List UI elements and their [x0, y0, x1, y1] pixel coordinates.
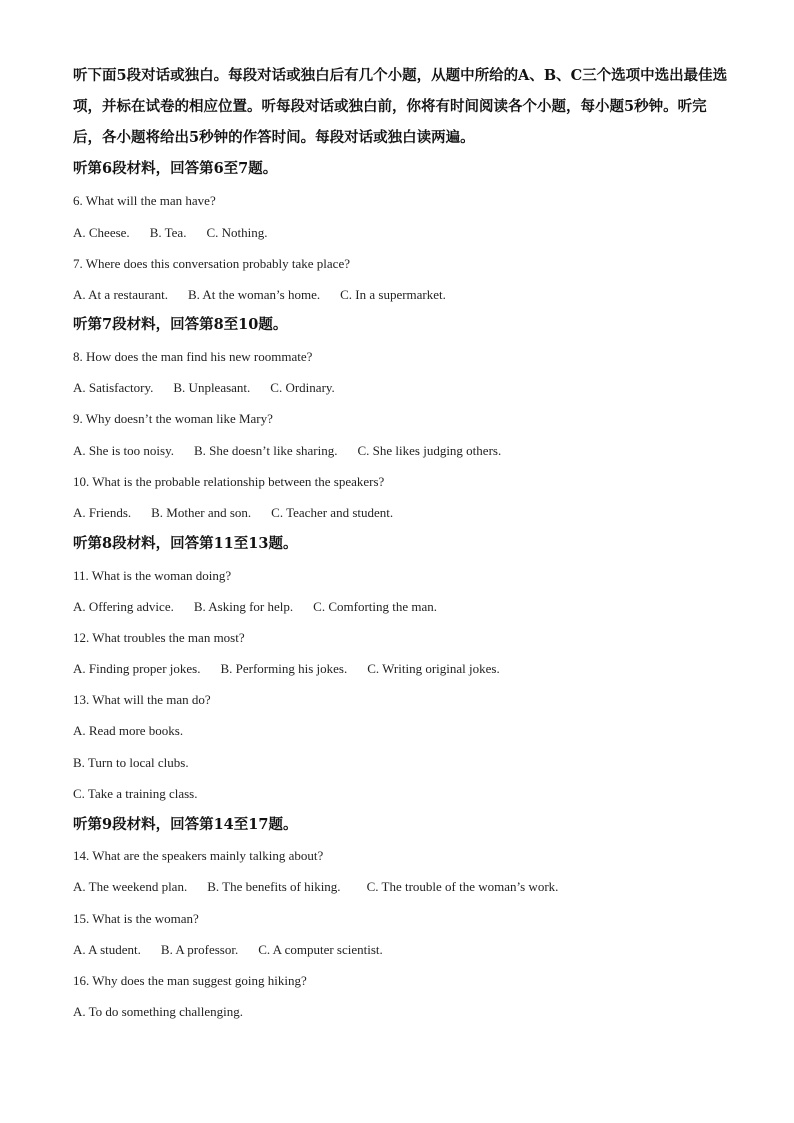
- q15-option-b: B. A professor.: [160, 942, 239, 957]
- section8-heading: 听第8段材料，回答第11至13题。: [73, 535, 298, 552]
- question-14: 14. What are the speakers mainly talking about?: [73, 848, 324, 863]
- q6-option-b: B. Tea.: [149, 225, 187, 240]
- question-11-options: [73, 598, 437, 616]
- question-9: 9. Why doesn’t the woman like Mary?: [73, 411, 273, 426]
- question-13: 13. What will the man do?: [73, 692, 211, 707]
- q14-option-b: B. The benefits of hiking.: [207, 879, 341, 894]
- q15-option-c: C. A computer scientist.: [258, 942, 383, 957]
- q11-option-b: B. Asking for help.: [193, 599, 294, 614]
- q13-option-b: B. Turn to local clubs.: [73, 755, 189, 770]
- question-10-options: [73, 504, 393, 522]
- q10-option-a: A. Friends.: [73, 505, 132, 520]
- q6-option-c: C. Nothing.: [206, 225, 268, 240]
- q8-option-a: A. Satisfactory.: [73, 380, 154, 395]
- section7-heading: 听第7段材料，回答第8至10题。: [73, 316, 288, 333]
- q10-option-b: B. Mother and son.: [151, 505, 252, 520]
- question-16: 16. Why does the man suggest going hiking?: [73, 973, 307, 988]
- q12-option-a: A. Finding proper jokes.: [73, 661, 201, 676]
- q16-option-a: A. To do something challenging.: [73, 1004, 243, 1019]
- question-11: 11. What is the woman doing?: [73, 568, 232, 583]
- q13-option-a: A. Read more books.: [73, 723, 184, 738]
- q15-option-a: A. A student.: [73, 942, 141, 957]
- q6-option-a: A. Cheese.: [73, 225, 130, 240]
- question-12: 12. What troubles the man most?: [73, 630, 245, 645]
- section6-heading: 听第6段材料，回答第6至7题。: [73, 160, 278, 177]
- q14-option-a: A. The weekend plan.: [73, 879, 188, 894]
- q9-option-b: B. She doesn’t like sharing.: [194, 443, 338, 458]
- question-14-options: [73, 878, 558, 896]
- q10-option-c: C. Teacher and student.: [271, 505, 394, 520]
- section9-heading: 听第9段材料，回答第14至17题。: [73, 816, 298, 833]
- question-15-options: [73, 941, 383, 959]
- q9-option-c: C. She likes judging others.: [357, 443, 502, 458]
- q9-option-a: A. She is too noisy.: [73, 443, 174, 458]
- q12-option-b: B. Performing his jokes.: [220, 661, 348, 676]
- q8-option-c: C. Ordinary.: [270, 380, 335, 395]
- q11-option-c: C. Comforting the man.: [313, 599, 438, 614]
- q8-option-b: B. Unpleasant.: [173, 380, 251, 395]
- section-instructions: 听下面5段对话或独白。每段对话或独白后有几个小题，从题中所给的A、B、C三个选项中选出最佳选项，并标在试卷的相应位置。听每段对话或独白前，你将有时间阅读各个小题，每小题5秒钟。听完后，各小题将给出5秒钟的作答时间。每段对话或独白读两遍。: [73, 67, 728, 146]
- question-6-options: [73, 224, 268, 242]
- question-15: 15. What is the woman?: [73, 911, 199, 926]
- question-6: 6. What will the man have?: [73, 193, 216, 208]
- q7-option-a: A. At a restaurant.: [73, 287, 168, 302]
- q14-option-c: C. The trouble of the woman’s work.: [366, 879, 559, 894]
- q7-option-b: B. At the woman’s home.: [187, 287, 321, 302]
- question-10: 10. What is the probable relationship between the speakers?: [73, 474, 385, 489]
- question-9-options: [73, 442, 501, 460]
- q13-option-c: C. Take a training class.: [73, 786, 198, 801]
- question-7: 7. Where does this conversation probably take place?: [73, 256, 350, 271]
- question-7-options: [73, 286, 446, 304]
- question-8-options: [73, 379, 335, 397]
- question-8: 8. How does the man find his new roommate?: [73, 349, 313, 364]
- q12-option-c: C. Writing original jokes.: [367, 661, 500, 676]
- question-12-options: [73, 660, 500, 678]
- q7-option-c: C. In a supermarket.: [340, 287, 446, 302]
- q11-option-a: A. Offering advice.: [73, 599, 174, 614]
